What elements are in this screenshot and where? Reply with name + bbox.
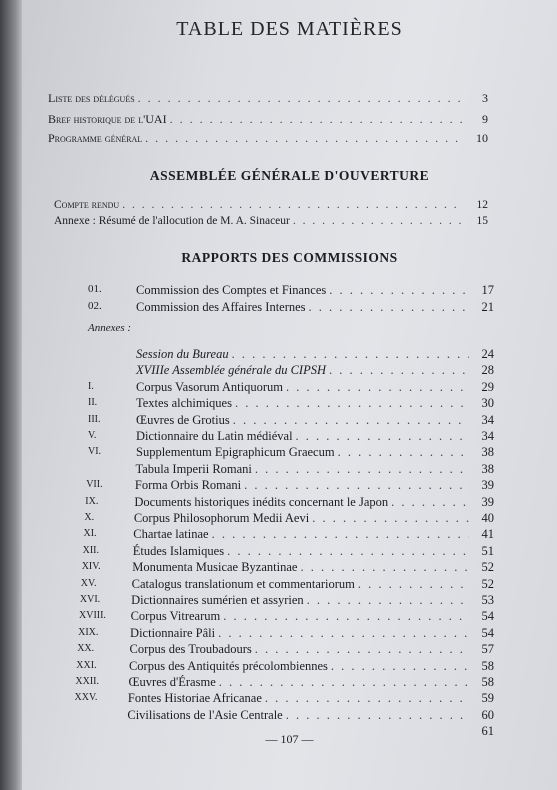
annex-number: II.: [88, 397, 98, 409]
toc-label: Monumenta Musicae Byzantinae: [132, 560, 298, 575]
toc-entry-annex: [135, 478, 494, 493]
page-number-footer: — 107 —: [265, 732, 314, 746]
toc-entry-annex: [133, 544, 494, 559]
toc-page: 39: [481, 478, 494, 493]
toc-entry-compte-rendu: [54, 199, 488, 211]
toc-page: 34: [481, 429, 494, 443]
annex-number: XV.: [80, 577, 97, 589]
toc-label: Corpus Vitrearum: [130, 609, 221, 624]
toc-entry-annex: [136, 445, 494, 460]
annex-number: X.: [84, 512, 95, 523]
annex-number: XVI.: [79, 594, 101, 605]
toc-page: 38: [481, 461, 494, 476]
item-number: 01.: [88, 283, 102, 295]
toc-label: Chartae latinae: [133, 527, 209, 542]
toc-page: 3: [482, 91, 488, 105]
toc-page: 24: [481, 347, 494, 361]
toc-label: Dictionnaire du Latin médiéval: [136, 429, 293, 443]
page-title: TABLE DES MATIÈRES: [176, 18, 403, 40]
leader-dots: [286, 380, 469, 395]
toc-entry-annex: [133, 527, 494, 542]
toc-label: Supplementum Epigraphicum Graecum: [136, 445, 335, 460]
toc-page: 38: [481, 445, 494, 460]
toc-label: Forma Orbis Romani: [134, 478, 242, 493]
book-spine: [0, 0, 22, 790]
leader-dots: [255, 642, 469, 657]
toc-label: Liste des délégués: [48, 91, 135, 105]
annex-number: XXV.: [74, 692, 98, 704]
annex-number: XVIII.: [79, 610, 106, 622]
leader-dots: [235, 396, 469, 411]
toc-page: 53: [481, 593, 494, 607]
toc-entry-commission-comptes: [136, 283, 494, 298]
annex-number: III.: [88, 413, 101, 425]
annex-number: XIV.: [81, 561, 101, 573]
toc-label: Textes alchimiques: [136, 396, 232, 411]
toc-page: 21: [481, 300, 494, 314]
toc-label: Commission des Affaires Internes: [136, 300, 306, 314]
toc-entry-annex: [132, 560, 494, 575]
annex-number: IX.: [85, 495, 99, 507]
annex-number: XII.: [82, 544, 99, 556]
toc-page: 59: [481, 691, 494, 706]
toc-page: 29: [481, 379, 494, 394]
toc-label: Compte rendu: [54, 199, 120, 211]
toc-page: 9: [482, 112, 488, 126]
leader-dots: [296, 429, 469, 444]
toc-page: 61: [481, 724, 494, 739]
leader-dots: [232, 347, 469, 362]
toc-page: 58: [481, 658, 494, 673]
annex-number: XXII.: [75, 676, 99, 687]
toc-label: Œuvres d'Érasme: [128, 675, 216, 689]
toc-label: Programme général: [48, 131, 143, 145]
leader-dots: [170, 112, 463, 127]
toc-page: 34: [481, 412, 494, 427]
leader-dots: [244, 478, 469, 493]
toc-entry-annex: [129, 659, 494, 674]
toc-label: Bref historique de l'UAI: [48, 112, 167, 126]
toc-label: Tabula Imperii Romani: [135, 461, 252, 476]
leader-dots: [329, 363, 469, 378]
leader-dots: [223, 609, 469, 624]
leader-dots: [300, 560, 469, 575]
annex-number: XXI.: [76, 659, 97, 671]
toc-entry-annex: [130, 626, 494, 641]
toc-page: 52: [481, 576, 494, 591]
toc-label: Annexe : Résumé de l'allocution de M. A. Sinaceur: [54, 215, 290, 227]
toc-page: 40: [481, 511, 494, 525]
toc-page: 52: [481, 560, 494, 575]
toc-entry-annex: [132, 577, 494, 592]
leader-dots: [255, 462, 469, 477]
toc-entry-annex: [136, 380, 494, 395]
toc-entry-programme: [48, 131, 488, 146]
leader-dots: [218, 626, 469, 641]
toc-label: Études Islamiques: [132, 543, 225, 558]
toc-entry-annex: [136, 413, 494, 428]
leader-dots: [331, 659, 469, 674]
toc-label: Œuvres de Grotius: [136, 412, 230, 427]
toc-entry-delegues: [48, 91, 488, 106]
toc-label: Documents historiques inédits concernant le Japon: [134, 494, 389, 509]
toc-page: 28: [481, 363, 494, 378]
toc-label: XVIIIe Assemblée générale du CIPSH: [136, 363, 326, 378]
toc-entry-annex: [136, 347, 494, 362]
toc-page: 60: [481, 707, 494, 722]
toc-label: Civilisations de l'Asie Centrale: [127, 707, 283, 722]
toc-label: Corpus des Antiquités précolombiennes: [128, 658, 328, 673]
leader-dots: [219, 675, 469, 690]
toc-entry-annex: [127, 708, 494, 723]
leader-dots: [358, 577, 469, 592]
toc-label: Corpus Vasorum Antiquorum: [136, 379, 283, 394]
toc-page: 54: [481, 625, 494, 640]
section-heading-rapports: RAPPORTS DES COMMISSIONS: [181, 250, 398, 265]
annex-number: VI.: [88, 446, 102, 458]
toc-label: Corpus Philosophorum Medii Aevi: [133, 511, 310, 525]
annex-number: VII.: [86, 479, 103, 491]
toc-page: 39: [481, 494, 494, 509]
toc-label: Dictionnaire Pâli: [130, 625, 216, 640]
leader-dots: [338, 445, 469, 460]
toc-entry-commission-affaires: [136, 300, 494, 315]
toc-page: 12: [476, 199, 488, 211]
toc-entry-annex: [136, 363, 494, 378]
toc-entry-annex: [135, 462, 494, 477]
leader-dots: [145, 131, 463, 146]
toc-page: 57: [481, 642, 494, 657]
toc-entry-annex: [128, 675, 494, 690]
toc-label: Dictionnaires sumérien et assyrien: [131, 593, 304, 607]
toc-entry-annex: [134, 511, 494, 526]
toc-entry-annex: [130, 642, 494, 657]
toc-label: Catalogus translationum et commentariorum: [131, 576, 355, 591]
leader-dots: [227, 544, 469, 559]
toc-entry-annex: [128, 691, 494, 706]
leader-dots: [233, 413, 469, 428]
toc-entry-annexe-sinaceur: [54, 215, 488, 227]
item-number: 02.: [88, 300, 102, 312]
leader-dots: [122, 199, 463, 211]
leader-dots: [309, 300, 469, 315]
book-page: [22, 0, 557, 790]
leader-dots: [286, 708, 469, 723]
toc-page: 41: [481, 527, 494, 542]
leader-dots: [293, 215, 463, 227]
toc-page: 17: [481, 283, 494, 297]
section-heading-assemblee: ASSEMBLÉE GÉNÉRALE D'OUVERTURE: [149, 168, 430, 183]
annex-number: XX.: [77, 643, 95, 655]
toc-entry-annex: [136, 396, 494, 411]
leader-dots: [212, 527, 469, 542]
toc-page: 51: [481, 543, 494, 558]
leader-dots: [307, 593, 469, 608]
annex-number: XIX.: [78, 626, 99, 638]
toc-entry-annex: [131, 609, 494, 624]
annex-number: I.: [88, 380, 94, 392]
toc-entry-annex: [131, 593, 494, 608]
toc-label: Commission des Comptes et Finances: [136, 283, 327, 297]
leader-dots: [265, 691, 469, 706]
toc-label: Corpus des Troubadours: [129, 642, 252, 657]
toc-entry-historique: [48, 112, 488, 127]
toc-entry-annex: [136, 429, 494, 444]
leader-dots: [312, 511, 469, 526]
toc-page: 30: [481, 396, 494, 411]
annex-number: XI.: [83, 528, 97, 540]
toc-page: 58: [481, 675, 494, 689]
toc-label: Session du Bureau: [136, 347, 229, 361]
toc-page: 54: [481, 609, 494, 624]
annex-number: V.: [88, 430, 97, 441]
leader-dots: [329, 283, 469, 298]
toc-page: 10: [476, 131, 488, 145]
leader-dots: [138, 91, 463, 106]
toc-page: 15: [476, 215, 488, 227]
annexes-label: Annexes :: [88, 322, 132, 334]
leader-dots: [391, 495, 469, 510]
toc-entry-annex: [134, 495, 494, 510]
toc-label: Fontes Historiae Africanae: [127, 691, 262, 706]
